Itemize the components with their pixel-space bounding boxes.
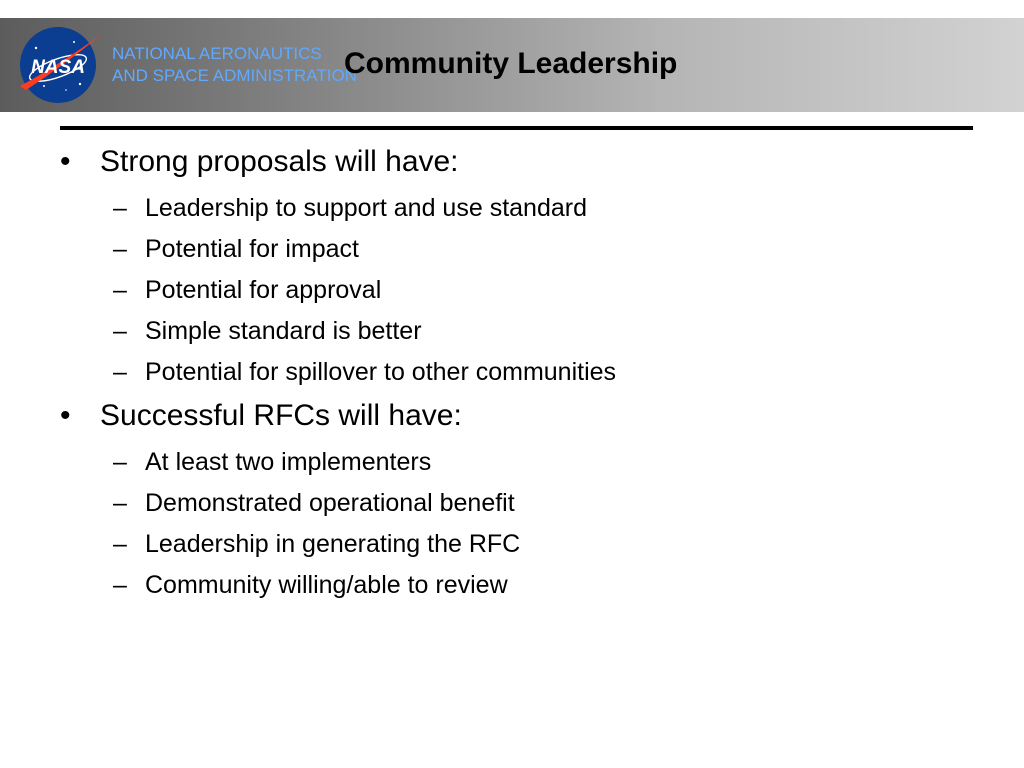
bullet-item	[60, 399, 462, 433]
sub-bullet-text: Demonstrated operational benefit	[145, 489, 515, 517]
bullet-text: Strong proposals will have:	[100, 145, 459, 178]
bullet-item	[60, 145, 459, 179]
sub-bullet-item	[113, 530, 520, 559]
sub-bullet-marker: –	[113, 317, 127, 345]
sub-bullet-text: Potential for spillover to other communities	[145, 358, 617, 386]
sub-bullet-text: Simple standard is better	[145, 317, 422, 345]
sub-bullet-marker: –	[113, 194, 127, 222]
svg-text:NASA: NASA	[31, 57, 85, 78]
sub-bullet-text: Potential for impact	[145, 235, 359, 263]
sub-bullet-item	[113, 235, 359, 264]
title-divider	[60, 126, 973, 130]
sub-bullet-marker: –	[113, 530, 127, 558]
sub-bullet-item	[113, 317, 422, 346]
agency-name-line-2: AND SPACE ADMINISTRATION	[112, 66, 357, 85]
sub-bullet-item	[113, 489, 515, 518]
sub-bullet-item	[113, 194, 587, 223]
bullet-text: Successful RFCs will have:	[100, 399, 462, 432]
sub-bullet-marker: –	[113, 571, 127, 599]
nasa-logo-icon	[14, 24, 104, 106]
sub-bullet-marker: –	[113, 235, 127, 263]
sub-bullet-marker: –	[113, 448, 127, 476]
sub-bullet-item	[113, 448, 431, 477]
sub-bullet-text: At least two implementers	[145, 448, 432, 476]
sub-bullet-marker: –	[113, 358, 127, 386]
sub-bullet-item	[113, 276, 381, 305]
bullet-marker: •	[60, 145, 71, 178]
sub-bullet-marker: –	[113, 489, 127, 517]
agency-name	[112, 43, 357, 87]
sub-bullet-text: Leadership to support and use standard	[145, 194, 587, 222]
sub-bullet-marker: –	[113, 276, 127, 304]
sub-bullet-item	[113, 571, 508, 600]
sub-bullet-text: Leadership in generating the RFC	[145, 530, 521, 558]
bullet-marker: •	[60, 399, 71, 432]
sub-bullet-text: Potential for approval	[145, 276, 382, 304]
agency-name-line-1: NATIONAL AERONAUTICS	[112, 44, 322, 63]
sub-bullet-item	[113, 358, 616, 387]
sub-bullet-text: Community willing/able to review	[145, 571, 508, 599]
slide-title: Community Leadership	[344, 47, 678, 80]
slide-header	[0, 18, 1024, 112]
